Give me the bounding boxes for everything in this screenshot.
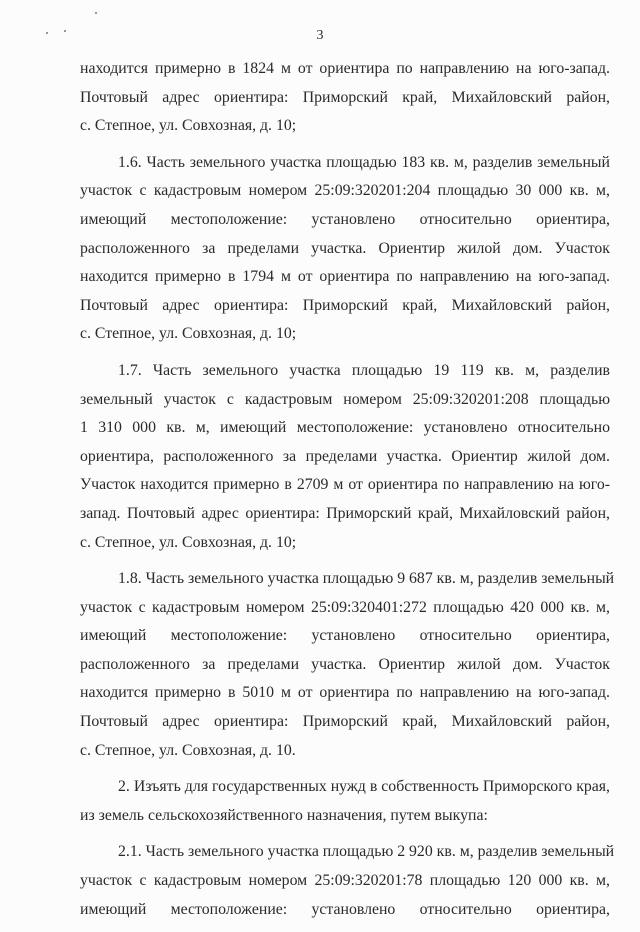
text-line: ориентира, расположенного за пределами участка. Ориентир жилой дом. xyxy=(80,447,610,465)
text-line: находится примерно в 1794 м от ориентира по направлению на юго-запад. xyxy=(80,268,610,286)
text-line: Участок находится примерно в 2709 м от ориентира по направлению на юго- xyxy=(80,476,610,494)
text-line: Почтовый адрес ориентира: Приморский край, Михайловский район, xyxy=(80,88,610,106)
text-line: с. Степное, ул. Совхозная, д. 10; xyxy=(80,533,297,551)
text-line: находится примерно в 1824 м от ориентира по направлению на юго-запад. xyxy=(80,60,610,77)
text-line: 1.6. Часть земельного участка площадью 183 кв. м, разделив земельный xyxy=(118,153,610,171)
text-line: земельный участок с кадастровым номером 25:09:320201:208 площадью xyxy=(80,390,610,408)
page-number: 3 xyxy=(316,28,324,43)
text-line: расположенного за пределами участка. Ориентир жилой дом. Участок xyxy=(80,655,610,673)
text-line: с. Степное, ул. Совхозная, д. 10; xyxy=(80,117,297,135)
text-line: Почтовый адрес ориентира: Приморский край, Михайловский район, xyxy=(80,713,610,731)
text-line: находится примерно в 5010 м от ориентира по направлению на юго-запад. xyxy=(80,684,610,702)
scan-speck xyxy=(64,30,66,32)
scan-speck xyxy=(46,32,48,34)
text-line: участок с кадастровым номером 25:09:320401:272 площадью 420 000 кв. м, xyxy=(80,598,610,616)
text-line: участок с кадастровым номером 25:09:320201:78 площадью 120 000 кв. м, xyxy=(80,872,610,890)
text-line: с. Степное, ул. Совхозная, д. 10. xyxy=(80,741,296,759)
text-line: расположенного за пределами участка. Ориентир жилой дом. Участок xyxy=(80,239,610,257)
text-line: из земель сельскохозяйственного назначения, путем выкупа: xyxy=(80,806,488,824)
text-line: 1 310 000 кв. м, имеющий местоположение: установлено относительно xyxy=(80,419,610,437)
paragraph-1-7 xyxy=(80,357,610,557)
scan-speck xyxy=(95,12,97,14)
paragraph-1-8 xyxy=(80,565,615,765)
text-line: Почтовый адрес ориентира: Приморский край, Михайловский район, xyxy=(80,296,610,314)
text-line: с. Степное, ул. Совхозная, д. 10; xyxy=(80,325,297,343)
text-line: участок с кадастровым номером 25:09:320201:204 площадью 30 000 кв. м, xyxy=(80,182,610,200)
text-line: 2. Изъять для государственных нужд в собственность Приморского края, xyxy=(118,778,610,796)
text-line: 1.7. Часть земельного участка площадью 19 119 кв. м, разделив xyxy=(118,361,610,379)
paragraph-1-6 xyxy=(80,149,610,349)
text-line: имеющий местоположение: установлено относительно ориентира, xyxy=(80,627,610,645)
text-line: имеющий местоположение: установлено относительно ориентира, xyxy=(80,900,610,918)
text-line: имеющий местоположение: установлено относительно ориентира, xyxy=(80,210,610,228)
text-line: 1.8. Часть земельного участка площадью 9 687 кв. м, разделив земельный xyxy=(118,570,615,588)
text-line: 2.1. Часть земельного участка площадью 2 920 кв. м, разделив земельный xyxy=(118,843,615,861)
document-body xyxy=(80,55,615,932)
paragraph-2 xyxy=(80,773,610,830)
text-line: запад. Почтовый адрес ориентира: Приморский край, Михайловский район, xyxy=(80,504,610,522)
paragraph-continuation xyxy=(80,55,610,141)
paragraph-2-1 xyxy=(80,838,615,924)
